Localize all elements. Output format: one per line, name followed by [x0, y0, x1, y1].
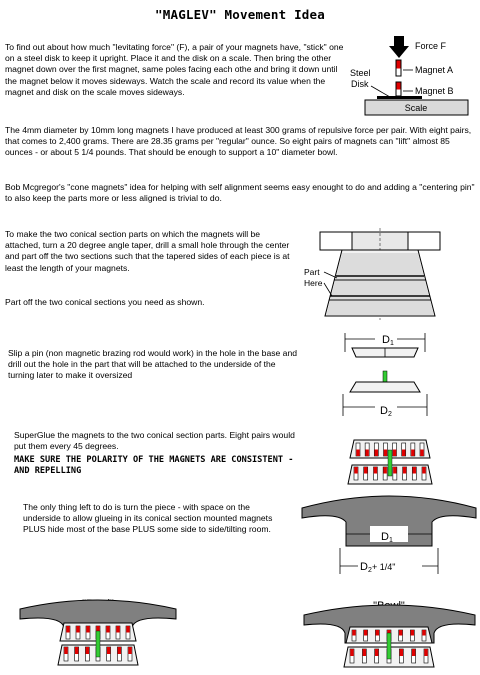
part-label: Part [304, 267, 320, 277]
magnet-a-label: Magnet A [415, 65, 454, 75]
svg-text:2: 2 [368, 567, 372, 574]
final-turn-paragraph: The only thing left to do is turn the piece - with space on the underside to allow glueing in its conical section mounted magnets PLUS hide most of the base PLUS some side to side/tilting room. [23, 502, 273, 535]
page-title: "MAGLEV" Movement Idea [155, 7, 325, 22]
d2-label: D [380, 405, 388, 417]
bowl-d2-label: D [360, 561, 368, 573]
svg-text:1: 1 [389, 537, 393, 544]
steel-label: Steel [350, 68, 371, 78]
assembly-left [18, 595, 178, 673]
svg-text:2: 2 [388, 411, 392, 418]
force-test-diagram [345, 34, 475, 119]
force-label: Force F [415, 41, 447, 51]
disk-label: Disk [351, 79, 369, 89]
glue-paragraph: SuperGlue the magnets to the two conical section parts. Eight pairs would put them every 45 degrees. [14, 430, 295, 452]
pin-paragraph: Slip a pin (non magnetic brazing rod would work) in the hole in the base and drill out the hole in the part that will be attached to the underside of the turning later to make it oversized [8, 348, 298, 381]
here-label: Here [304, 278, 323, 288]
force-arrow-icon [389, 36, 409, 58]
polarity-warning: MAKE SURE THE POLARITY OF THE MAGNETS ARE CONSISTENT - AND REPELLING [14, 455, 294, 476]
svg-text:1: 1 [390, 340, 394, 347]
part-off-paragraph: Part off the two conical sections you need as shown. [5, 297, 205, 307]
turning-diagram [290, 228, 475, 320]
assembly-right [302, 595, 477, 673]
steel-disk [377, 96, 422, 99]
bowl-d1-label: D [381, 531, 389, 543]
magnet-b-label: Magnet B [415, 86, 454, 96]
intro-paragraph: To find out about how much "levitating force" (F), a pair of your magnets have, "stick" one on a steel disk to keep it upright. Place it and the disk on a scale. Then bring the other magnet down over the first magnet, same poles facing each othe and bring it down until the magnet below it moves sideways. Watch the scale and record its value when the magnet and disk on the scale moves sideways. [5, 42, 344, 97]
d1-label: D [382, 334, 390, 346]
cone-magnets-paragraph: Bob Mcgregor's "cone magnets" idea for helping with self alignment seems easy enought to do and adding a "centering pin" to also keep the parts more or less aligned is trivial to do. [5, 182, 475, 204]
magnets-glued-diagram [340, 434, 440, 492]
scale-label: Scale [404, 103, 428, 113]
cone-sections-diagram [340, 330, 435, 420]
bowl-cross-section [300, 486, 478, 576]
svg-text:+ 1/4": + 1/4" [372, 562, 396, 572]
lower-cone-section [350, 382, 420, 392]
force-paragraph: The 4mm diameter by 10mm long magnets I have produced at least 300 grams of repulsive force per pair. With eight pairs, that comes to 2,400 grams. There are 28.35 grams per "regular" ounce. So eight pairs of magnets can "lift" almost 85 ounces - or about 5 1/4 pounds. That should be enough to support a 10" diameter bowl. [5, 125, 472, 158]
make-parts-paragraph: To make the two conical section parts on which the magnets will be attached, turn a 20 degree angle taper, drill a small hole through the center and part off the two sections such that the tapered sides of each piece is at least the length of your magnets. [5, 229, 290, 273]
